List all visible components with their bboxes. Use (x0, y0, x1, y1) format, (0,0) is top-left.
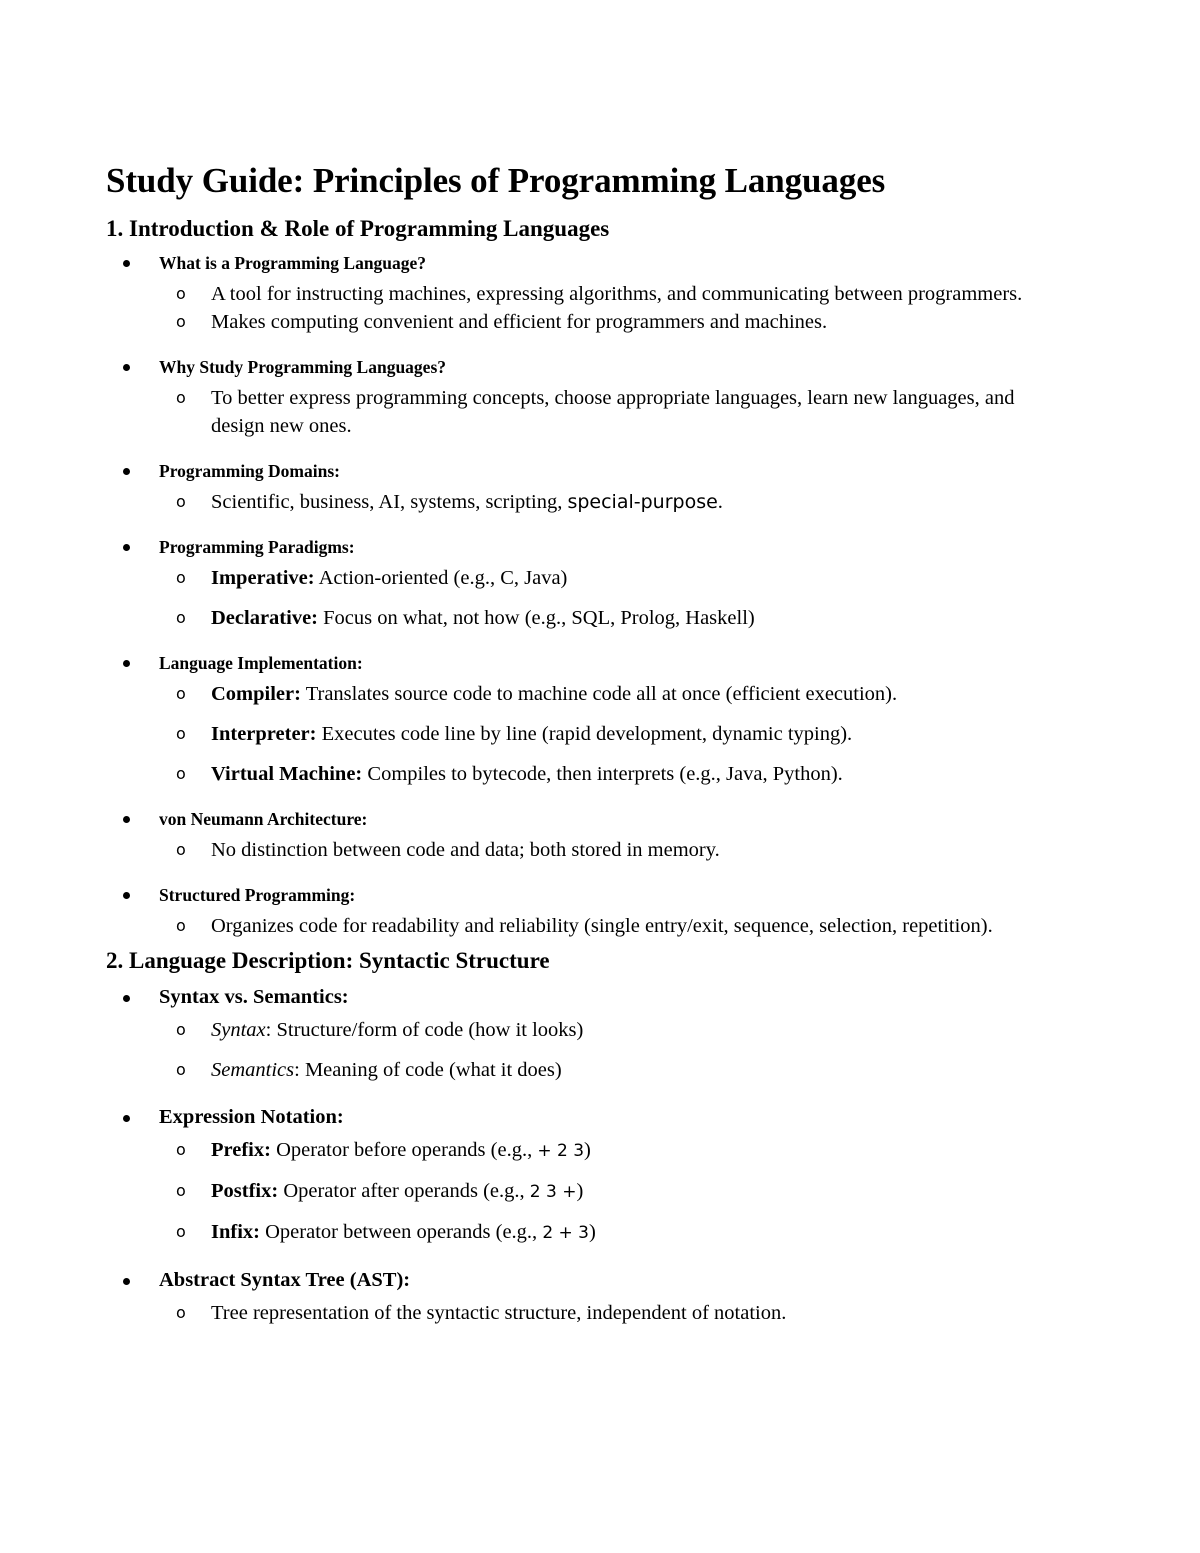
bullet-icon (123, 260, 130, 267)
sub-item (159, 1218, 1066, 1247)
sub-item-text: Organizes code for readability and reliability (single entry/exit, sequence, selection, repetition). (211, 915, 993, 937)
bullet-icon (123, 1115, 130, 1122)
circle-marker-icon: o (176, 388, 186, 407)
bullet-icon (123, 468, 130, 475)
sub-item (159, 1016, 1066, 1044)
document-page (106, 158, 1066, 1327)
sub-list (159, 280, 1066, 336)
item-label: Programming Paradigms: (159, 537, 355, 557)
sub-item (159, 760, 1066, 788)
bullet-icon (123, 995, 130, 1002)
sub-item (159, 912, 1066, 940)
sub-item-text: ) (584, 1139, 591, 1161)
sub-item (159, 308, 1066, 336)
sub-item-text: Focus on what, not how (e.g., SQL, Prolog, Haskell) (318, 607, 755, 629)
sub-item (159, 720, 1066, 748)
list-item (106, 452, 1066, 516)
sub-item-text: . (717, 491, 723, 513)
sub-item-text: : Structure/form of code (how it looks) (265, 1019, 584, 1041)
sub-item-text: ) (589, 1221, 596, 1243)
emphasis-term: Semantics (211, 1059, 295, 1081)
circle-marker-icon: o (176, 284, 186, 303)
circle-marker-icon: o (176, 840, 186, 859)
sub-item-text: To better express programming concepts, choose appropriate languages, learn new languages, and design new ones. (211, 387, 1015, 437)
sub-list (159, 680, 1066, 788)
sub-item (159, 280, 1066, 308)
sub-item-text: Action-oriented (e.g., C, Java) (314, 567, 568, 589)
item-label: Language Implementation: (159, 653, 363, 673)
list-item (106, 244, 1066, 336)
circle-marker-icon: o (176, 608, 186, 627)
sub-item-text: Scientific, business, AI, systems, scripting, (211, 491, 568, 513)
term-label: Virtual Machine: (211, 763, 363, 785)
code-snippet: 2 3 + (529, 1182, 577, 1202)
list-item (106, 644, 1066, 788)
list-item (106, 1259, 1066, 1327)
code-snippet: + 2 3 (537, 1141, 585, 1161)
item-label: Structured Programming: (159, 885, 356, 905)
bullet-icon (123, 892, 130, 899)
circle-marker-icon: o (176, 568, 186, 587)
sub-item-text: Translates source code to machine code all at once (efficient execution). (300, 683, 898, 705)
sub-item (159, 564, 1066, 592)
sub-list (159, 1136, 1066, 1247)
bullet-list (106, 976, 1066, 1327)
item-label: Syntax vs. Semantics: (159, 986, 349, 1008)
sub-item-text: Operator before operands (e.g., (270, 1139, 538, 1161)
sub-list (159, 1016, 1066, 1084)
sub-item-text: Operator after operands (e.g., (278, 1180, 530, 1202)
sub-item (159, 1177, 1066, 1206)
circle-marker-icon: o (176, 312, 186, 331)
sub-list (159, 1299, 1066, 1327)
sub-list (159, 488, 1066, 516)
bullet-icon (123, 1278, 130, 1285)
sub-list (159, 564, 1066, 632)
list-item (106, 976, 1066, 1084)
item-label: Expression Notation: (159, 1106, 344, 1128)
list-item (106, 800, 1066, 864)
circle-marker-icon: o (176, 1140, 186, 1159)
section-introduction (106, 214, 1066, 940)
circle-marker-icon: o (176, 1181, 186, 1200)
term-label: Compiler: (211, 683, 301, 705)
sub-item-text: Executes code line by line (rapid development, dynamic typing). (316, 723, 853, 745)
term-label: Prefix: (211, 1139, 271, 1161)
item-label: von Neumann Architecture: (159, 809, 368, 829)
section-syntactic-structure (106, 946, 1066, 1327)
circle-marker-icon: o (176, 1303, 186, 1322)
section-heading: 1. Introduction & Role of Programming Languages (106, 216, 610, 241)
circle-marker-icon: o (176, 764, 186, 783)
sub-item (159, 384, 1066, 440)
sub-item-text: No distinction between code and data; both stored in memory. (211, 839, 720, 861)
bullet-icon (123, 364, 130, 371)
emphasis-term: Syntax (211, 1019, 266, 1041)
term-label: Declarative: (211, 607, 318, 629)
circle-marker-icon: o (176, 1060, 186, 1079)
circle-marker-icon: o (176, 724, 186, 743)
sub-item-text: A tool for instructing machines, expressing algorithms, and communicating between programmers. (211, 283, 1023, 305)
sub-item (159, 1299, 1066, 1327)
sub-item-text: : Meaning of code (what it does) (294, 1059, 562, 1081)
term-label: Infix: (211, 1221, 260, 1243)
circle-marker-icon: o (176, 916, 186, 935)
sub-list (159, 384, 1066, 440)
list-item (106, 348, 1066, 440)
term-label: Postfix: (211, 1180, 279, 1202)
sub-item (159, 1056, 1066, 1084)
bullet-list (106, 244, 1066, 940)
sub-item (159, 1136, 1066, 1165)
term-label: Imperative: (211, 567, 315, 589)
item-label: Programming Domains: (159, 461, 340, 481)
styled-term: special-purpose (567, 491, 718, 513)
sub-item-text: Tree representation of the syntactic structure, independent of notation. (211, 1302, 787, 1324)
sub-item (159, 836, 1066, 864)
sub-item-text: ) (576, 1180, 584, 1202)
item-label: Why Study Programming Languages? (159, 357, 447, 377)
sub-item (159, 680, 1066, 708)
circle-marker-icon: o (176, 1222, 186, 1241)
circle-marker-icon: o (176, 1020, 186, 1039)
sub-item (159, 488, 1066, 516)
term-label: Interpreter: (211, 723, 317, 745)
bullet-icon (123, 660, 130, 667)
list-item (106, 1096, 1066, 1247)
sub-item-text: Makes computing convenient and efficient for programmers and machines. (211, 311, 828, 333)
bullet-icon (123, 816, 130, 823)
list-item (106, 528, 1066, 632)
item-label: Abstract Syntax Tree (AST): (159, 1269, 411, 1291)
sub-item (159, 604, 1066, 632)
circle-marker-icon: o (176, 492, 186, 511)
page-title: Study Guide: Principles of Programming Languages (106, 161, 886, 200)
section-heading: 2. Language Description: Syntactic Structure (106, 948, 550, 973)
item-label: What is a Programming Language? (159, 253, 427, 273)
sub-item-text: Compiles to bytecode, then interprets (e.g., Java, Python). (362, 763, 843, 785)
code-snippet: 2 + 3 (542, 1223, 589, 1243)
sub-item-text: Operator between operands (e.g., (259, 1221, 543, 1243)
sub-list (159, 912, 1066, 940)
circle-marker-icon: o (176, 684, 186, 703)
list-item (106, 876, 1066, 940)
sub-list (159, 836, 1066, 864)
bullet-icon (123, 544, 130, 551)
